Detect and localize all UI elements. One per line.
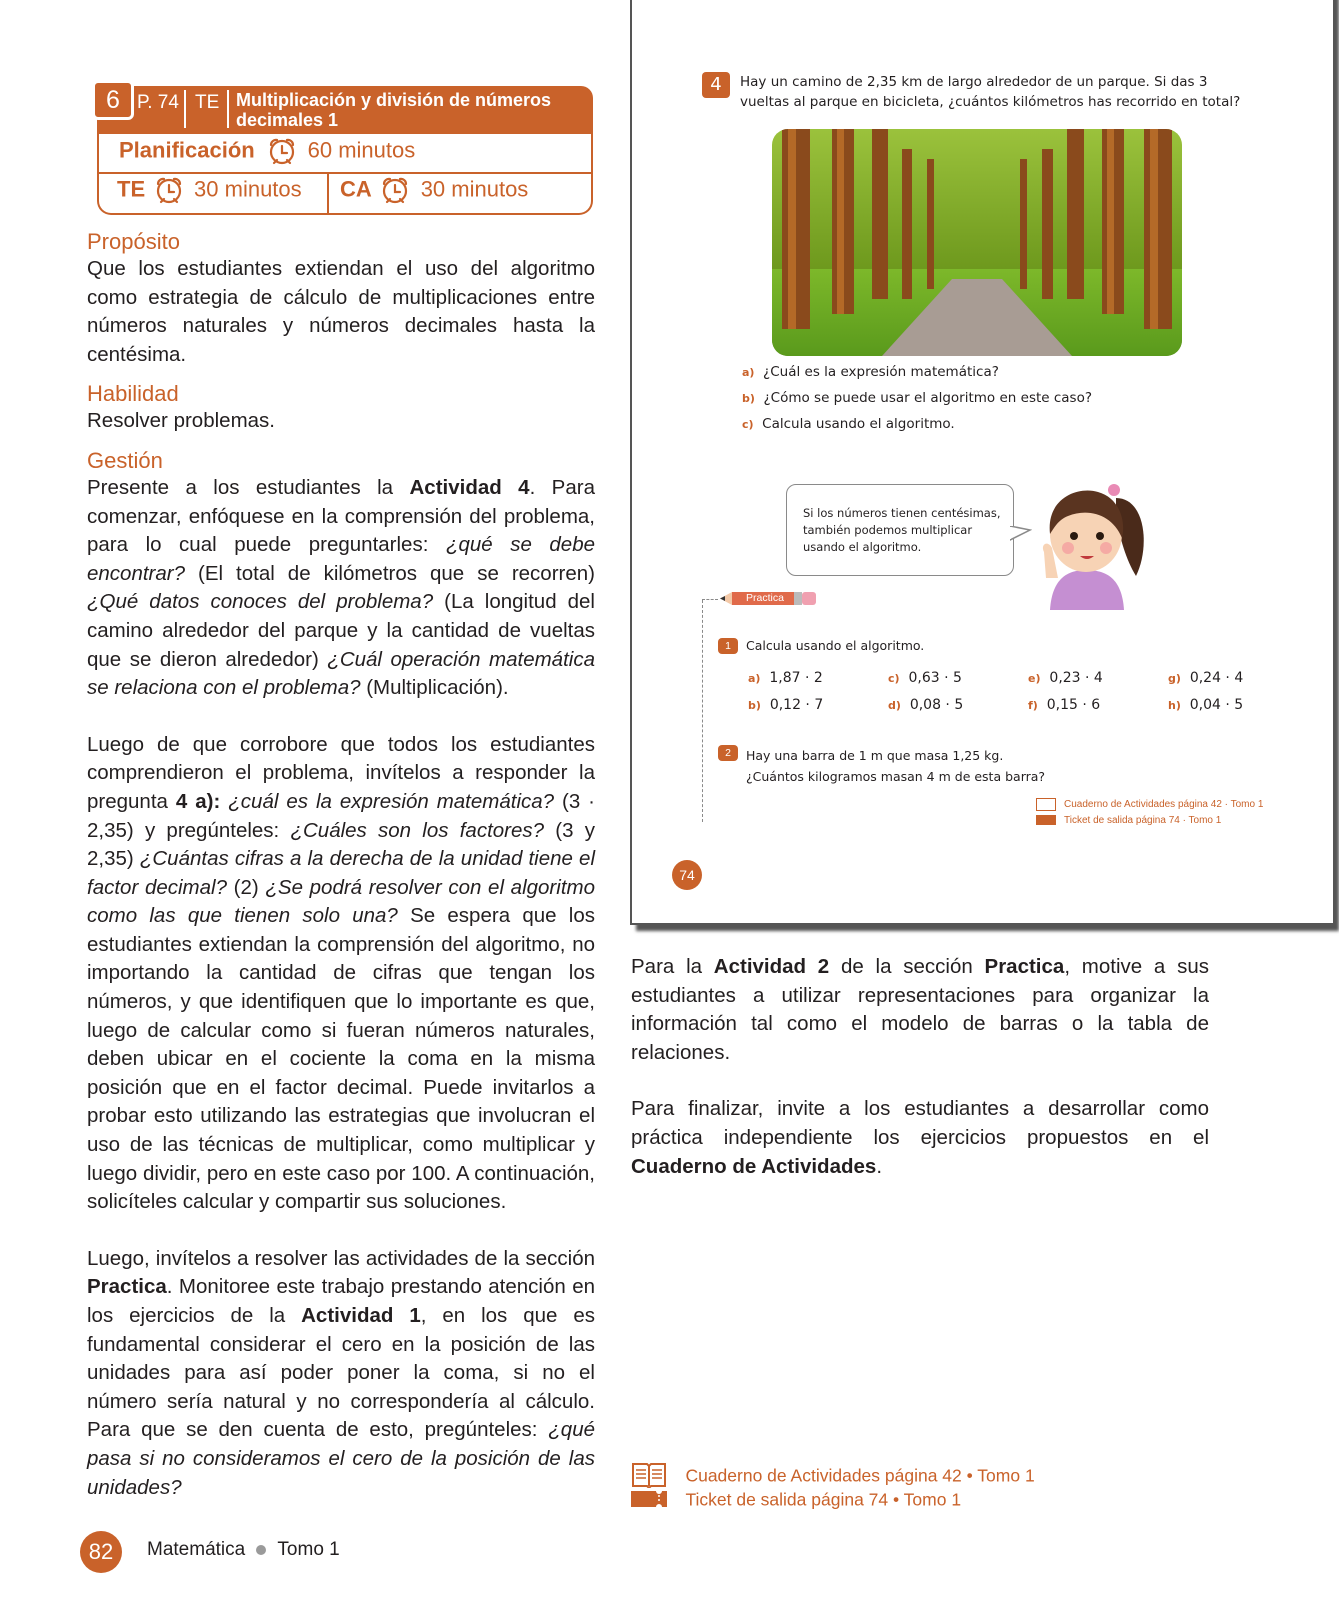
- practica-label: Practica: [746, 592, 784, 604]
- exercise-item: h) 0,04 · 5: [1168, 697, 1244, 713]
- activity-book-text: Cuaderno de Actividades página 42 • Tomo 1: [685, 1465, 1035, 1486]
- exit-ticket-text: Ticket de salida página 74 • Tomo 1: [685, 1489, 962, 1510]
- exercise-1-text: Calcula usando el algoritmo.: [746, 638, 925, 653]
- divider: [227, 90, 229, 128]
- exercise-1-badge: 1: [718, 638, 738, 654]
- book-icon: [1036, 798, 1056, 811]
- alarm-clock-icon: [380, 176, 410, 209]
- management-heading: Gestión: [87, 447, 163, 473]
- subquestion-b: b) ¿Cómo se puede usar el algoritmo en este caso?: [742, 390, 1093, 406]
- exercise-item: g) 0,24 · 4: [1168, 670, 1244, 686]
- park-path-photo: [772, 129, 1182, 356]
- planning-time: 60 minutos: [307, 137, 416, 163]
- subject-label: Matemática: [147, 1539, 246, 1560]
- alarm-clock-icon: [267, 137, 297, 170]
- textbook-refs: Cuaderno de Actividades página 42 · Tomo 1 Ticket de salida página 74 · Tomo 1: [1036, 797, 1263, 829]
- ticket-icon: [631, 1489, 667, 1514]
- management-paragraph-2: Luego de que corrobore que todos los estudiantes comprendieron el problema, invítelos a responder la pregunta 4 a): ¿cuál es la expresión matemática? (3 · 2,35) y pregúnteles: ¿Cuáles son los factores? (3 y 2,35) ¿Cuántas cifras a la derecha de la unidad tiene el factor decimal? (2) ¿Se podrá resolver con el algoritmo como las que tienen solo una? Se espera que los estudiantes extiendan la comprensión del algoritmo, no importando la cantidad de cifras que tengan los números, y que identifiquen que lo importante es que, luego de calcular como si fueran números naturales, deben ubicar en el cociente la coma en la misma posición que en el factor decimal. Puede invitarlos a probar esto utilizando las estrategias que involucran el uso de las técnicas de multiplicar, como multiplicar y luego dividir, pero en este caso por 100. A continuación, solicíteles calcular y compartir sus soluciones.: [87, 732, 596, 1214]
- lesson-title: Multiplicación y división de números decimales 1: [236, 90, 552, 130]
- alarm-clock-icon: [154, 176, 184, 209]
- volume-label: Tomo 1: [277, 1539, 340, 1560]
- management-paragraph-1: Presente a los estudiantes la Actividad 4. Para comenzar, enfóquese en la comprensión del problema, para lo cual puede preguntarles: ¿qué se debe encontrar? (El total de kilómetros que se recorren) ¿Qué datos conoces del problema? (La longitud del camino alrededor del parque y la cantidad de vueltas que se dieron alrededor) ¿Cuál operación matemática se relaciona con el problema? (Multiplicación).: [87, 475, 596, 700]
- divider: [184, 90, 186, 128]
- divider: [327, 172, 329, 215]
- right-column: [631, 953, 1209, 1181]
- dashed-line: [702, 599, 718, 602]
- exercise-2-text: Hay una barra de 1 m que masa 1,25 kg. ¿Cuántos kilogramos masan 4 m de esta barra?: [746, 748, 1046, 784]
- exercise-2-badge: 2: [718, 745, 738, 761]
- exercise-item: d) 0,08 · 5: [888, 697, 964, 713]
- right-paragraph-1: Para la Actividad 2 de la sección Practica, motive a sus estudiantes a utilizar representaciones para organizar la información tal como el modelo de barras o la tabla de relaciones.: [631, 955, 1209, 1064]
- ticket-icon: [1036, 815, 1056, 825]
- exercise-item: c) 0,63 · 5: [888, 670, 962, 686]
- dashed-line: [702, 600, 703, 822]
- exercise-item: a) 1,87 · 2: [748, 670, 823, 686]
- type-label: TE: [195, 92, 220, 113]
- lesson-number: 6: [92, 80, 134, 120]
- skill-text: Resolver problemas.: [87, 409, 275, 433]
- exercise-item: f) 0,15 · 6: [1028, 697, 1101, 713]
- lesson-header: [97, 84, 593, 215]
- te-time: 30 minutos: [194, 176, 302, 202]
- right-paragraph-2: Para finalizar, invite a los estudiantes a desarrollar como práctica independiente los ejercicios propuestos en el Cuaderno de Actividades.: [631, 1097, 1209, 1178]
- planning-row: [97, 134, 593, 174]
- speech-text: Si los números tienen centésimas, también podemos multiplicar usando el algoritmo.: [803, 506, 1001, 554]
- te-time-cell: [117, 176, 302, 209]
- question-number-badge: 4: [702, 72, 730, 98]
- page-ref: P. 74: [137, 92, 179, 113]
- skill-heading: Habilidad: [87, 381, 179, 407]
- purpose-heading: Propósito: [87, 229, 180, 254]
- bullet-dot: [256, 1545, 266, 1555]
- management-paragraph-3: Luego, invítelos a resolver las actividades de la sección Practica. Monitoree este trabajo prestando atención en los ejercicios de la Actividad 1, en los que es fundamental considerar el cero en la posición de las unidades para así poder poner la coma, si no el número sería natural y no correspondería al cálculo. Para que se den cuenta de esto, pregúnteles: ¿qué pasa si no consideramos el cero de la posición de las unidades?: [87, 1246, 595, 1499]
- speech-bubble: [786, 484, 1014, 576]
- subquestion-a: a) ¿Cuál es la expresión matemática?: [742, 364, 999, 380]
- planning-label: Planificación: [119, 137, 255, 163]
- textbook-page-preview: [630, 0, 1333, 925]
- footer-caption: [147, 1539, 340, 1561]
- ca-time-cell: [340, 176, 528, 209]
- ca-label: CA: [340, 176, 372, 202]
- exercise-item: e) 0,23 · 4: [1028, 670, 1103, 686]
- ca-time: 30 minutos: [420, 176, 529, 202]
- left-column: [87, 229, 595, 1502]
- girl-illustration: [1028, 478, 1158, 610]
- exit-ticket-ref: [631, 1489, 961, 1514]
- question-text: Hay un camino de 2,35 km de largo alrededor de un parque. Si das 3 vueltas al parque en bicicleta, ¿cuántos kilómetros has recorrido en total?: [740, 74, 1241, 110]
- te-label: TE: [117, 176, 146, 202]
- textbook-page-number: 74: [672, 860, 702, 890]
- exercise-item: b) 0,12 · 7: [748, 697, 824, 713]
- subquestion-c: c) Calcula usando el algoritmo.: [742, 416, 955, 432]
- page-number: 82: [80, 1531, 122, 1573]
- purpose-text: Que los estudiantes extiendan el uso del algoritmo como estrategia de cálculo de multiplicaciones entre números naturales y números decimales hasta la centésima.: [87, 257, 595, 366]
